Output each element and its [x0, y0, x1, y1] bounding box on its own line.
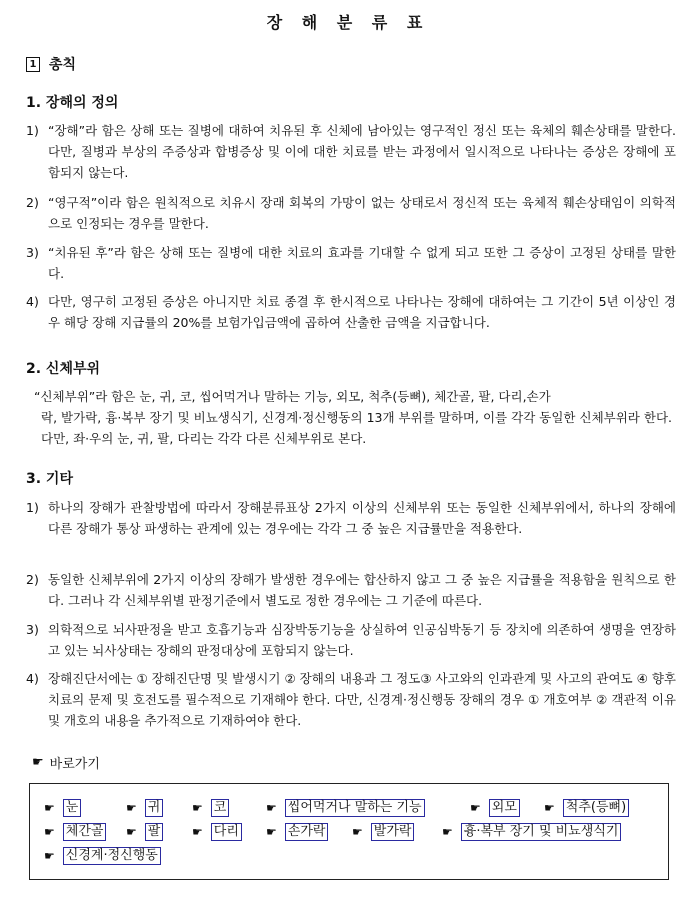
link-leg[interactable]: [192, 823, 242, 841]
page-title: 장 해 분 류 표: [266, 13, 430, 32]
etc-item-4: [26, 668, 676, 731]
pointing-hand-icon: ☛: [44, 849, 55, 863]
definition-item-2: [26, 192, 676, 234]
item-text: 장해진단서에는 ① 장해진단명 및 발생시기 ② 장해의 내용과 그 정도③ 사고와의 인과관계 및 사고의 관여도 ④ 향후 치료의 문제 및 호전도를 필수적으로 기재해야 한다. 다만, 신경계·정신행동 장해의 경우 ① 개호여부 ② 객관적 이유 및 개호의 내용을 추가적으로 기재하여야 한다.: [48, 671, 676, 728]
item-number: 1): [26, 123, 39, 138]
link-finger[interactable]: [266, 823, 328, 841]
item-number: 4): [26, 294, 39, 309]
link-label[interactable]: 척추(등뼈): [563, 799, 629, 817]
body-part-heading: 2. 신체부위: [26, 361, 101, 377]
etc-heading: 3. 기타: [26, 471, 73, 487]
pointing-hand-icon: ☛: [44, 801, 55, 815]
link-label[interactable]: 체간골: [63, 823, 107, 841]
pointing-hand-icon: ☛: [266, 801, 277, 815]
link-label[interactable]: 코: [211, 799, 230, 817]
pointing-hand-icon: ☛: [544, 801, 555, 815]
link-nervous-mental[interactable]: [44, 847, 161, 865]
link-label[interactable]: 눈: [63, 799, 82, 817]
link-nose[interactable]: [192, 799, 229, 817]
pointing-hand-icon: ☛: [352, 825, 363, 839]
link-ear[interactable]: [126, 799, 163, 817]
section-general-heading: [26, 54, 76, 74]
link-chewing-speaking[interactable]: [266, 799, 425, 817]
definition-item-3: [26, 242, 676, 284]
body-part-line-1: “신체부위”라 함은 눈, 귀, 코, 씹어먹거나 말하는 기능, 외모, 척추(등뼈), 체간골, 팔, 다리,손가: [34, 389, 551, 404]
item-text: “장해”라 함은 상해 또는 질병에 대하여 치유된 후 신체에 남아있는 영구적인 정신 또는 육체의 훼손상태를 말한다. 다만, 질병과 부상의 주증상과 합병증상 및 이에 대한 치료를 받는 과정에서 일시적으로 나타나는 증상은 장해에 포함되지 않는다.: [48, 123, 676, 180]
link-label[interactable]: 흉·복부 장기 및 비뇨생식기: [461, 823, 622, 841]
section-general-label: 총칙: [49, 57, 77, 73]
link-label[interactable]: 다리: [211, 823, 242, 841]
etc-item-1: [26, 497, 676, 539]
etc-item-2: [26, 569, 676, 611]
item-number: 2): [26, 195, 39, 210]
item-text: 동일한 신체부위에 2가지 이상의 장해가 발생한 경우에는 합산하지 않고 그 중 높은 지급률을 적용함을 원칙으로 한다. 그러나 각 신체부위별 판정기준에서 별도로 정한 경우에는 그 기준에 따른다.: [48, 572, 676, 608]
item-text: 의학적으로 뇌사판정을 받고 호흡기능과 심장박동기능을 상실하여 인공심박동기 등 장치에 의존하여 생명을 연장하고 있는 뇌사상태는 장해의 판정대상에 포함되지 않는다.: [48, 622, 676, 658]
pointing-hand-icon: ☛: [126, 801, 137, 815]
link-thoracic-abdominal-organs[interactable]: [442, 823, 621, 841]
item-number: 2): [26, 572, 39, 587]
item-number: 4): [26, 671, 39, 686]
link-spine[interactable]: [544, 799, 629, 817]
body-part-paragraph: [34, 386, 672, 449]
item-text: “영구적”이라 함은 원칙적으로 치유시 장래 회복의 가망이 없는 상태로서 정신적 또는 육체적 훼손상태임이 의학적으로 인정되는 경우를 말한다.: [48, 195, 676, 231]
pointing-hand-icon: ☛: [266, 825, 277, 839]
definition-item-1: [26, 120, 676, 183]
link-arm[interactable]: [126, 823, 163, 841]
link-appearance[interactable]: [470, 799, 520, 817]
pointing-hand-icon: ☛: [32, 755, 44, 770]
link-label[interactable]: 손가락: [285, 823, 329, 841]
link-eye[interactable]: [44, 799, 81, 817]
definition-heading: 1. 장해의 정의: [26, 95, 119, 111]
item-number: 3): [26, 245, 39, 260]
body-part-rest: 락, 발가락, 흉·복부 장기 및 비뇨생식기, 신경계·정신행동의 13개 부위를 말하며, 이를 각각 동일한 신체부위라 한다. 다만, 좌·우의 눈, 귀, 팔, 다리는 각각 다른 신체부위로 본다.: [41, 410, 672, 446]
link-label[interactable]: 신경계·정신행동: [63, 847, 161, 865]
item-text: 다만, 영구히 고정된 증상은 아니지만 치료 종결 후 한시적으로 나타나는 장해에 대하여는 그 기간이 5년 이상인 경우 해당 장해 지급률의 20%를 보험가입금액에 곱하여 산출한 금액을 지급합니다.: [48, 294, 676, 330]
link-label[interactable]: 귀: [145, 799, 164, 817]
shortcut-box: [29, 783, 669, 880]
definition-item-4: [26, 291, 676, 333]
item-text: “치유된 후”라 함은 상해 또는 질병에 대한 치료의 효과를 기대할 수 없게 되고 또한 그 증상이 고정된 상태를 말한다.: [48, 245, 676, 281]
item-number: 1): [26, 500, 39, 515]
pointing-hand-icon: ☛: [192, 801, 203, 815]
pointing-hand-icon: ☛: [192, 825, 203, 839]
pointing-hand-icon: ☛: [442, 825, 453, 839]
link-trunk-bone[interactable]: [44, 823, 106, 841]
link-label[interactable]: 외모: [489, 799, 520, 817]
link-label[interactable]: 팔: [145, 823, 164, 841]
shortcut-label: 바로가기: [49, 757, 100, 772]
pointing-hand-icon: ☛: [126, 825, 137, 839]
link-toe[interactable]: [352, 823, 414, 841]
section-number-box: 1: [26, 57, 40, 72]
shortcut-heading: [32, 753, 100, 772]
etc-item-3: [26, 619, 676, 661]
pointing-hand-icon: ☛: [44, 825, 55, 839]
item-text: 하나의 장해가 관찰방법에 따라서 장해분류표상 2가지 이상의 신체부위 또는 동일한 신체부위에서, 하나의 장해에 다른 장해가 통상 파생하는 관계에 있는 경우에는 각각 그 중 높은 지급률만을 적용한다.: [48, 500, 676, 536]
link-label[interactable]: 씹어먹거나 말하는 기능: [285, 799, 425, 817]
pointing-hand-icon: ☛: [470, 801, 481, 815]
link-label[interactable]: 발가락: [371, 823, 415, 841]
item-number: 3): [26, 622, 39, 637]
